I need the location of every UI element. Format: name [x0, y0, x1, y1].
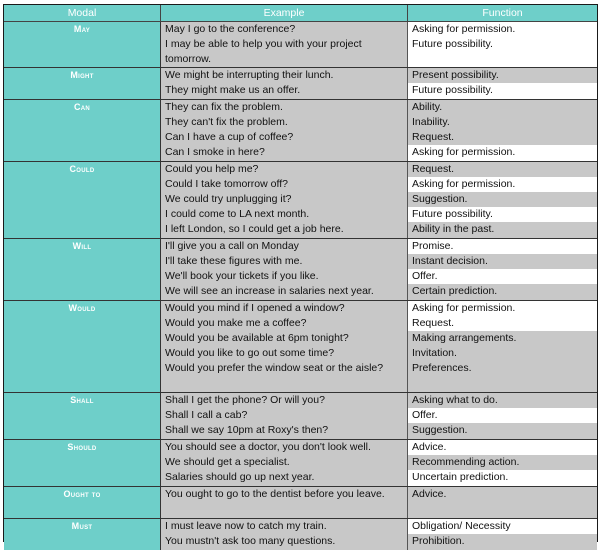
function-cell: Inability.: [408, 115, 597, 130]
example-cell: You mustn't ask too many questions.: [161, 534, 408, 550]
table-header: [4, 5, 597, 22]
function-cell: Future possibility.: [408, 37, 597, 67]
table-row: [161, 301, 597, 316]
modal-label: Will: [72, 241, 92, 251]
table-row: [161, 393, 597, 408]
modal-name: [4, 239, 161, 300]
table-row: [161, 177, 597, 192]
function-cell: Offer.: [408, 408, 597, 423]
function-cell: Asking for permission.: [408, 145, 597, 161]
example-cell: I left London, so I could get a job here.: [161, 222, 408, 238]
function-cell: Advice.: [408, 487, 597, 518]
example-cell: They might make us an offer.: [161, 83, 408, 99]
modal-group: [4, 393, 597, 440]
modal-group: [4, 100, 597, 162]
table-body: [4, 22, 597, 550]
table-row: [161, 316, 597, 331]
table-row: [161, 519, 597, 534]
table-row: [161, 68, 597, 83]
example-cell: May I go to the conference?: [161, 22, 408, 37]
function-cell: Ability.: [408, 100, 597, 115]
modal-name: [4, 68, 161, 99]
table-row: [161, 22, 597, 37]
function-cell: Request.: [408, 130, 597, 145]
table-row: [161, 361, 597, 392]
example-cell: We should get a specialist.: [161, 455, 408, 470]
table-row: [161, 346, 597, 361]
modal-name: [4, 519, 161, 550]
header-example: Example: [161, 5, 408, 21]
modal-name: [4, 162, 161, 238]
table-row: [161, 423, 597, 439]
function-cell: Promise.: [408, 239, 597, 254]
function-cell: Advice.: [408, 440, 597, 455]
modal-name: [4, 393, 161, 439]
modal-group: [4, 68, 597, 100]
example-cell: We could try unplugging it?: [161, 192, 408, 207]
table-row: [161, 83, 597, 99]
function-cell: Making arrangements.: [408, 331, 597, 346]
modal-group: [4, 22, 597, 68]
modal-name: [4, 100, 161, 161]
table-row: [161, 534, 597, 550]
modal-group: [4, 487, 597, 519]
table-row: [161, 37, 597, 67]
example-cell: I'll give you a call on Monday: [161, 239, 408, 254]
function-cell: Uncertain prediction.: [408, 470, 597, 486]
modal-name: [4, 301, 161, 392]
function-cell: Future possibility.: [408, 83, 597, 99]
modal-label: Could: [69, 164, 95, 174]
header-modal: Modal: [4, 5, 161, 21]
function-cell: Instant decision.: [408, 254, 597, 269]
example-cell: Shall I get the phone? Or will you?: [161, 393, 408, 408]
modal-name: [4, 440, 161, 486]
function-cell: Asking what to do.: [408, 393, 597, 408]
example-cell: Could you help me?: [161, 162, 408, 177]
example-cell: You ought to go to the dentist before you leave.: [161, 487, 408, 518]
example-cell: I'll take these figures with me.: [161, 254, 408, 269]
modal-label: Would: [68, 303, 96, 313]
modal-label: Shall: [70, 395, 94, 405]
modal-group: [4, 239, 597, 301]
table-row: [161, 331, 597, 346]
table-row: [161, 470, 597, 486]
table-row: [161, 222, 597, 238]
table-row: [161, 162, 597, 177]
header-function: Function: [482, 7, 523, 19]
table-row: [161, 115, 597, 130]
function-cell: Suggestion.: [408, 192, 597, 207]
function-cell: Request.: [408, 162, 597, 177]
modal-group: [4, 440, 597, 487]
example-cell: I must leave now to catch my train.: [161, 519, 408, 534]
modal-group: [4, 301, 597, 393]
function-cell: Invitation.: [408, 346, 597, 361]
modal-name: [4, 487, 161, 518]
modal-label: Should: [67, 442, 97, 452]
example-cell: Would you be available at 6pm tonight?: [161, 331, 408, 346]
table-row: [161, 440, 597, 455]
table-row: [161, 455, 597, 470]
table-row: [161, 269, 597, 284]
modal-label: Might: [70, 70, 94, 80]
function-cell: Request.: [408, 316, 597, 331]
example-cell: We might be interrupting their lunch.: [161, 68, 408, 83]
function-cell: Asking for permission.: [408, 301, 597, 316]
modal-label: May: [73, 24, 91, 34]
function-cell: Ability in the past.: [408, 222, 597, 238]
example-cell: Would you make me a coffee?: [161, 316, 408, 331]
table-row: [161, 130, 597, 145]
function-cell: Preferences.: [408, 361, 597, 392]
example-cell: We will see an increase in salaries next year.: [161, 284, 408, 300]
example-cell: Can I smoke in here?: [161, 145, 408, 161]
example-cell: Shall I call a cab?: [161, 408, 408, 423]
function-cell: Offer.: [408, 269, 597, 284]
example-cell: I may be able to help you with your project tomorrow.: [161, 37, 408, 67]
example-cell: They can't fix the problem.: [161, 115, 408, 130]
table-row: [161, 207, 597, 222]
function-cell: Suggestion.: [408, 423, 597, 439]
modal-label: Must: [71, 521, 93, 531]
example-cell: Shall we say 10pm at Roxy's then?: [161, 423, 408, 439]
modal-group: [4, 519, 597, 550]
function-cell: Prohibition.: [408, 534, 597, 550]
example-cell: Would you prefer the window seat or the aisle?: [161, 361, 408, 392]
example-cell: They can fix the problem.: [161, 100, 408, 115]
example-cell: Would you mind if I opened a window?: [161, 301, 408, 316]
modal-label: Ought to: [63, 489, 101, 499]
table-row: [161, 192, 597, 207]
function-cell: Obligation/ Necessity: [408, 519, 597, 534]
table-row: [161, 100, 597, 115]
example-cell: Could I take tomorrow off?: [161, 177, 408, 192]
example-cell: You should see a doctor, you don't look well.: [161, 440, 408, 455]
example-cell: Salaries should go up next year.: [161, 470, 408, 486]
modal-label: Can: [73, 102, 91, 112]
example-cell: We'll book your tickets if you like.: [161, 269, 408, 284]
function-cell: Recommending action.: [408, 455, 597, 470]
function-cell: Present possibility.: [408, 68, 597, 83]
table-row: [161, 487, 597, 518]
table-row: [161, 239, 597, 254]
function-cell: Asking for permission.: [408, 177, 597, 192]
modal-name: [4, 22, 161, 67]
table-row: [161, 408, 597, 423]
modal-verbs-table: [3, 4, 598, 547]
table-row: [161, 254, 597, 269]
table-row: [161, 284, 597, 300]
modal-group: [4, 162, 597, 239]
example-cell: Would you like to go out some time?: [161, 346, 408, 361]
example-cell: Can I have a cup of coffee?: [161, 130, 408, 145]
table-row: [161, 145, 597, 161]
function-cell: Future possibility.: [408, 207, 597, 222]
function-cell: Asking for permission.: [408, 22, 597, 37]
function-cell: Certain prediction.: [408, 284, 597, 300]
example-cell: I could come to LA next month.: [161, 207, 408, 222]
